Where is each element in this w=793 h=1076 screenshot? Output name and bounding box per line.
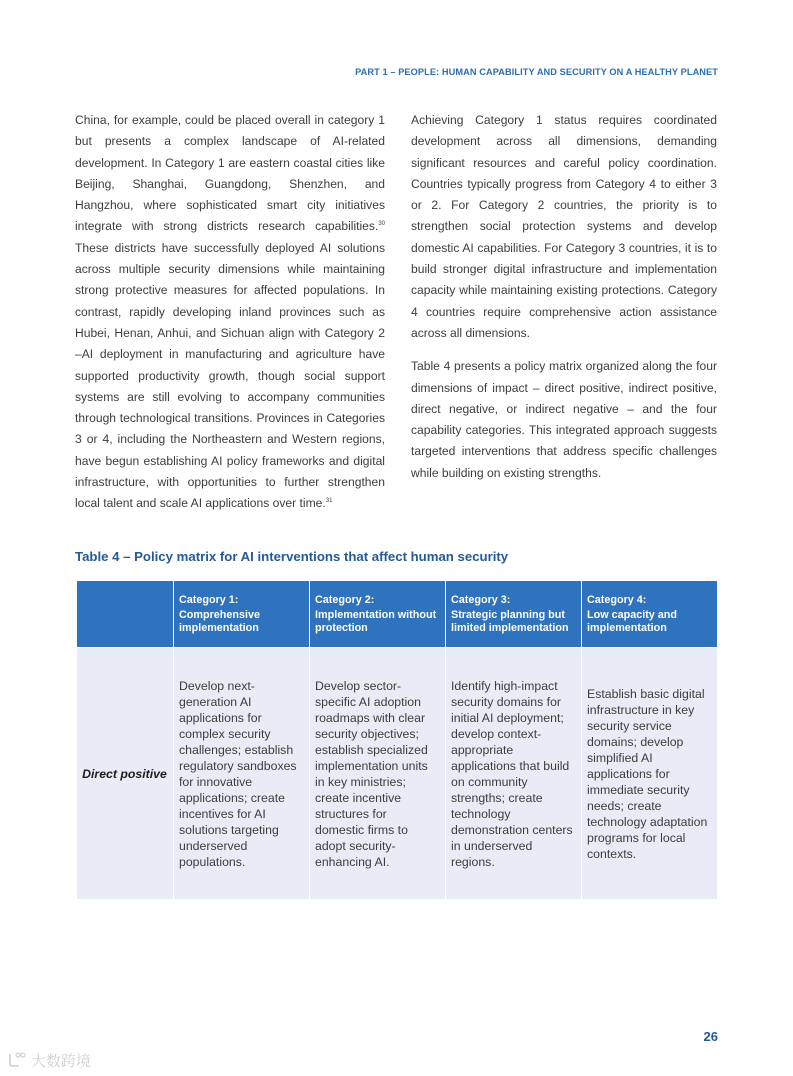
header-cell-category-3 xyxy=(446,581,582,648)
watermark-text: 大数跨境 xyxy=(31,1053,92,1070)
header-cell-empty xyxy=(77,581,174,648)
category-number: Category 4: xyxy=(587,594,647,607)
table-row xyxy=(77,648,718,900)
row-header-direct-positive: Direct positive xyxy=(77,648,174,900)
category-label: Strategic planning but limited implementation xyxy=(451,609,569,634)
footnote-ref-30[interactable]: 30 xyxy=(378,221,385,228)
category-label: Implementation without protection xyxy=(315,609,437,634)
header-cell-category-1 xyxy=(174,581,310,648)
table-cell: Establish basic digital infrastructure in key security service domains; develop simplified AI applications for immediate security needs; create technology adaptation programs for local contexts. xyxy=(582,648,718,900)
watermark xyxy=(7,1050,91,1071)
running-header: PART 1 – PEOPLE: HUMAN CAPABILITY AND SECURITY ON A HEALTHY PLANET xyxy=(355,67,718,77)
table-cell: Develop sector-specific AI adoption roadmaps with clear security objectives; establish specialized implementation units in key ministries; create incentive structures for domestic firms to adopt security-enhancing AI. xyxy=(310,648,446,900)
policy-matrix-table xyxy=(76,580,718,900)
right-paragraph-1: Achieving Category 1 status requires coordinated development across all dimensions, demanding significant resources and careful policy coordination. Countries typically progress from Category 4 to either 3 or 2. For Category 2 countries, the priority is to strengthen social protection systems and develop domestic AI capabilities. For Category 3 countries, it is to build stronger digital infrastructure and implementation capacity while maintaining existing protections. Category 4 countries require comprehensive action assistance across all dimensions. xyxy=(411,113,717,340)
left-paragraph xyxy=(75,110,385,515)
footnote-ref-31[interactable]: 31 xyxy=(325,498,333,505)
page-number: 26 xyxy=(703,1029,718,1044)
header-cell-category-4 xyxy=(582,581,718,648)
table-header-row xyxy=(77,581,718,648)
table-cell: Develop next-generation AI applications for complex security challenges; establish regulatory sandboxes for innovative applications; create incentives for AI solutions targeting underserved populations. xyxy=(174,648,310,900)
category-label: Low capacity and implementation xyxy=(587,609,677,634)
right-column xyxy=(411,110,717,484)
category-number: Category 3: xyxy=(451,594,511,607)
right-paragraph-2: Table 4 presents a policy matrix organized along the four dimensions of impact – direct positive, indirect positive, direct negative, or indirect negative – and the four capability categories. This integrated approach suggests targeted interventions that address specific challenges while building on existing strengths. xyxy=(411,359,717,480)
left-paragraph-text-1: China, for example, could be placed overall in category 1 but presents a complex landscape of AI-related development. In Category 1 are eastern coastal cities like Beijing, Shanghai, Guangdong, Shenzhen, and Hangzhou, where sophisticated smart city initiatives integrate with strong districts research capabilities. xyxy=(75,113,385,234)
header-cell-category-2 xyxy=(310,581,446,648)
category-label: Comprehensive implementation xyxy=(179,609,261,634)
category-number: Category 1: xyxy=(179,594,239,607)
table-title: Table 4 – Policy matrix for AI interventions that affect human security xyxy=(75,549,509,564)
left-paragraph-text-2: These districts have successfully deployed AI solutions across multiple security dimensions while maintaining strong protective measures for affected populations. In contrast, rapidly developing inland provinces such as Hubei, Henan, Anhui, and Sichuan align with Category 2 –AI deployment in manufacturing and agriculture have supported productivity growth, though social support systems are still evolving to accompany communities through technological transitions. Provinces in Categories 3 or 4, including the Northeastern and Western regions, have begun establishing AI policy frameworks and digital infrastructure, with opportunities to further strengthen local talent and scale AI applications over time. xyxy=(75,240,385,511)
table-cell: Identify high-impact security domains for initial AI deployment; develop context-appropriate applications that build on community strengths; create technology demonstration centers in underserved regions. xyxy=(446,648,582,900)
left-column xyxy=(75,110,385,515)
category-number: Category 2: xyxy=(315,594,375,607)
brand-logo-icon xyxy=(7,1051,27,1070)
